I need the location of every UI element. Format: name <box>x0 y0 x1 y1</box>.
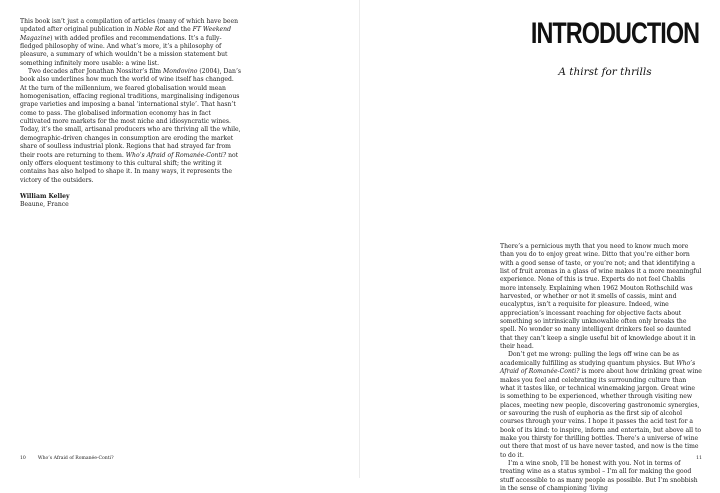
right-paragraph-3 <box>500 460 702 493</box>
text-run: is more about how drinking great wine makes you feel and celebrating its surrounding culture than what it tastes like, or technical winemaking jargon. Great wine is something to be experienced, whether through visiting new places, meeting new people, discovering gastronomic synergies, or savouring the rush of euphoria as the first sip of alcohol courses through your veins. I hope it passes the acid test for a book of its kind: to inspire, inform and entertain, but above all to make you thirsty for thrilling bottles. There’s a universe of wine out there that most of us have never tasted, and now is the time to do it. <box>500 368 702 459</box>
right-paragraph-2 <box>500 351 702 459</box>
author-location: Beaune, France <box>20 201 69 209</box>
right-paragraph-1 <box>500 243 702 351</box>
text-run: I’m a wine snob, I’ll be honest with you. Not in terms of treating wine as a status symbol – I’m all for making the good stuff accessible to as many people as possible. But I’m snobbish in the sense of championing ‘living <box>500 459 698 492</box>
italic-text: Who’s Afraid of Romanée-Conti? <box>125 151 227 159</box>
text-run: ) with added profiles and recommendations. It’s a fully-fledged philosophy of wine. And what’s more, it’s a philosophy of pleasure, a summary of which wouldn’t be a mission statement but something infinitely more usable: a wine list. <box>20 34 228 67</box>
text-run: There’s a pernicious myth that you need to know much more than you do to enjoy great wine. Ditto that you’re either born with a good sense of taste, or you’re not; and that identifying a list of fruit aromas in a glass of wine makes it a more meaningful experience. None of this is true. Experts do not feel Chablis more intensely. Explaining when 1962 Mouton Rothschild was harvested, or whether or not it smells of cassis, mint and eucalyptus, isn’t a requisite for pleasure. Indeed, wine appreciation’s incessant reaching for objective facts about something so intrinsically unknowable often only breaks the spell. No wonder so many intelligent drinkers feel so daunted that they can’t keep a single useful bit of knowledge about it in their head. <box>500 243 702 351</box>
italic-text: Noble Rot <box>134 26 166 34</box>
left-paragraph-2 <box>20 68 242 185</box>
italic-text: FT Weekend Magazine <box>20 26 231 42</box>
chapter-title: INTRODUCTION <box>530 17 700 50</box>
text-run: This book isn’t just a compilation of articles (many of which have been updated after original publication in <box>20 18 239 34</box>
right-page <box>360 0 720 492</box>
author-name: William Kelley <box>20 192 70 200</box>
running-title: Who’s Afraid of Romanée-Conti? <box>37 456 114 461</box>
author-signature <box>20 193 242 210</box>
text-run: Two decades after Jonathan Nossiter’s film <box>28 68 164 76</box>
text-run: (2004), Dan’s book also underlines how much the world of wine itself has changed. At the turn of the millennium, we feared globalisation would mean homogenisation, effacing regional traditions, marginalising indigenous grape varieties and imposing a banal ‘international style’. That hasn’t come to pass. The globalised information economy has in fact cultivated more markets for the most niche and idiosyncratic wines. Today, it’s the small, artisanal producers who are thriving all the while, demographic-driven changes in consumption are eroding the market share of soulless industrial plonk. Regions that had strayed far from their roots are returning to them. <box>20 68 242 159</box>
left-paragraph-1 <box>20 18 242 68</box>
text-run: not only offers eloquent testimony to this cultural shift; the writing it contains has also helped to shape it. In many ways, it represents the victory of the outsiders. <box>20 151 239 184</box>
right-body-text <box>500 243 702 493</box>
right-page-number: 11 <box>696 456 702 461</box>
left-page-footer <box>20 456 114 462</box>
left-page <box>0 0 360 478</box>
left-page-number: 10 <box>20 456 26 461</box>
text-run: Don’t get me wrong: pulling the legs off wine can be as academically fulfilling as studying quantum physics. But <box>500 351 680 367</box>
left-body-text <box>20 18 242 210</box>
text-run: and the <box>165 26 193 34</box>
chapter-subtitle: A thirst for thrills <box>558 66 652 78</box>
italic-text: Mondovino <box>163 68 198 76</box>
italic-text: Who’s Afraid of Romanée-Conti? <box>500 359 696 376</box>
